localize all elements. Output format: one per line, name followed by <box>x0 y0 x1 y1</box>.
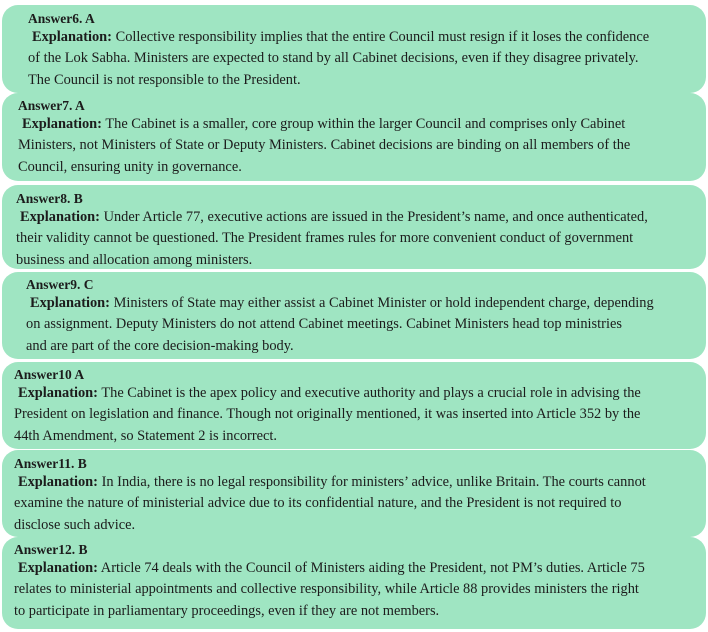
explanation-text: In India, there is no legal responsibility for ministers’ advice, unlike Britain. The courts cannot examine the nature of ministerial advice due to its confidential nature, and the President is not required to disclose such advice. <box>14 474 646 533</box>
answer-title: Answer12. B <box>14 542 88 557</box>
explanation-text: The Cabinet is the apex policy and executive authority and plays a crucial role in advising the President on legislation and finance. Though not originally mentioned, it was inserted into Article 352 by the 44th Amendment, so Statement 2 is incorrect. <box>14 385 641 444</box>
explanation-label: Explanation: <box>32 29 112 45</box>
answer-explanation <box>26 293 700 357</box>
answer-card <box>2 362 706 449</box>
explanation-text: Collective responsibility implies that the entire Council must resign if it loses the confidence of the Lok Sabha. Ministers are expected to stand by all Cabinet decisions, even if they disagree privately. The Council is not responsible to the President. <box>28 29 650 88</box>
explanation-label: Explanation: <box>18 560 98 576</box>
answer-title: Answer8. B <box>16 191 83 206</box>
explanation-text: Article 74 deals with the Council of Ministers aiding the President, not PM’s duties. Article 75 relates to ministerial appointments and collective responsibility, while Article 88 provides ministers the right to participate in parliamentary proceedings, even if they are not members. <box>14 560 645 619</box>
answer-explanation <box>28 27 698 91</box>
answer-card <box>2 450 706 537</box>
answer-explanation <box>14 472 700 536</box>
answer-title: Answer10 A <box>14 367 85 382</box>
explanation-label: Explanation: <box>30 295 110 311</box>
answer-card <box>2 272 706 359</box>
answer-card <box>2 5 706 93</box>
explanation-label: Explanation: <box>20 209 100 225</box>
explanation-label: Explanation: <box>18 385 98 401</box>
answer-title: Answer9. C <box>26 277 94 292</box>
explanation-label: Explanation: <box>22 116 102 132</box>
answer-explanation <box>14 383 700 447</box>
answer-title: Answer6. A <box>28 11 95 26</box>
answer-explanation <box>16 207 700 271</box>
answer-card <box>2 93 706 181</box>
answer-explanation <box>14 558 700 622</box>
answer-title: Answer7. A <box>18 98 85 113</box>
explanation-label: Explanation: <box>18 474 98 490</box>
explanation-text: Ministers of State may either assist a Cabinet Minister or hold independent charge, depending on assignment. Deputy Ministers do not attend Cabinet meetings. Cabinet Ministers head top ministries and are part of the core decision-making body. <box>26 295 654 354</box>
explanation-text: Under Article 77, executive actions are issued in the President’s name, and once authenticated, their validity cannot be questioned. The President frames rules for more convenient conduct of government business and allocation among ministers. <box>16 209 648 268</box>
answer-card <box>2 185 706 269</box>
answer-card <box>2 537 706 629</box>
answer-title: Answer11. B <box>14 456 87 471</box>
answer-explanation <box>18 114 700 178</box>
explanation-text: The Cabinet is a smaller, core group within the larger Council and comprises only Cabinet Ministers, not Ministers of State or Deputy Ministers. Cabinet decisions are binding on all members of the Council, ensuring unity in governance. <box>18 116 631 175</box>
